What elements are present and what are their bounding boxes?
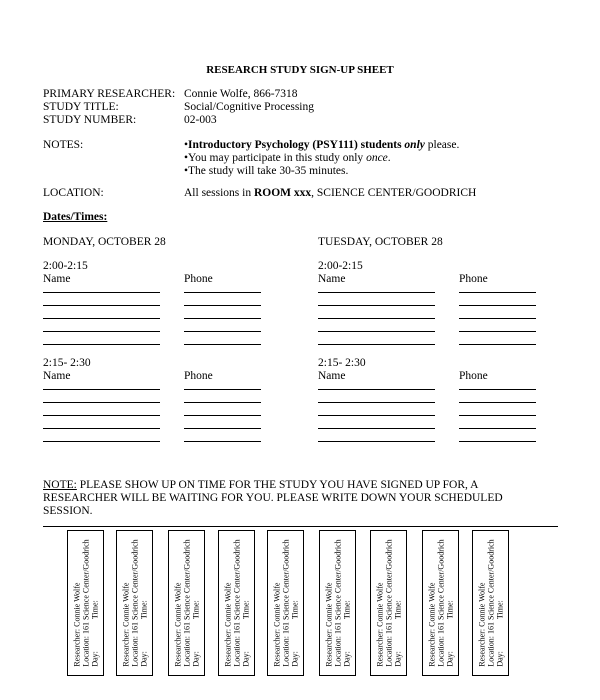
name-entry-line[interactable] bbox=[318, 344, 435, 345]
divider bbox=[43, 526, 558, 527]
tear-off-location: Location: 161 Science Center/Goodrich bbox=[130, 539, 139, 667]
tear-off-researcher: Researcher: Connie Wolfe bbox=[223, 582, 232, 667]
note-line-1 bbox=[184, 139, 459, 152]
name-entry-line[interactable] bbox=[43, 402, 160, 403]
tear-off-time: Time: bbox=[342, 600, 351, 620]
tear-off-text bbox=[324, 539, 351, 666]
tear-off-day: Day: bbox=[90, 651, 99, 667]
note-line-2 bbox=[184, 152, 391, 165]
tear-off-day-time bbox=[445, 539, 454, 666]
phone-label: Phone bbox=[184, 273, 213, 285]
tear-off-day: Day: bbox=[393, 651, 402, 667]
note-line-3: •The study will take 30-35 minutes. bbox=[184, 165, 349, 177]
tear-off-location: Location: 161 Science Center/Goodrich bbox=[436, 539, 445, 667]
slot-time: 2:15- 2:30 bbox=[318, 357, 366, 369]
note-bullet: • bbox=[184, 139, 189, 151]
tear-off-text bbox=[477, 539, 504, 666]
phone-entry-line[interactable] bbox=[459, 389, 536, 390]
tear-off-tab[interactable] bbox=[319, 530, 356, 676]
phone-entry-line[interactable] bbox=[459, 292, 536, 293]
tear-off-day: Day: bbox=[191, 651, 200, 667]
footer-note-line-2: RESEARCHER WILL BE WAITING FOR YOU. PLEASE WRITE DOWN YOUR SCHEDULED bbox=[43, 492, 503, 504]
tear-off-time: Time: bbox=[495, 600, 504, 620]
phone-entry-line[interactable] bbox=[459, 318, 536, 319]
name-entry-line[interactable] bbox=[43, 441, 160, 442]
footer-note-line-1 bbox=[43, 479, 478, 492]
slot-time: 2:00-2:15 bbox=[318, 260, 363, 272]
slot-time: 2:00-2:15 bbox=[43, 260, 88, 272]
tear-off-day: Day: bbox=[139, 651, 148, 667]
tear-off-day: Day: bbox=[445, 651, 454, 667]
day-date-monday: MONDAY, OCTOBER 28 bbox=[43, 236, 166, 248]
tear-off-location: Location: 161 Science Center/Goodrich bbox=[384, 539, 393, 667]
phone-entry-line[interactable] bbox=[184, 428, 261, 429]
phone-entry-line[interactable] bbox=[184, 389, 261, 390]
tear-off-time: Time: bbox=[90, 600, 99, 620]
tear-off-tab[interactable] bbox=[422, 530, 459, 676]
phone-entry-line[interactable] bbox=[184, 331, 261, 332]
name-entry-line[interactable] bbox=[318, 318, 435, 319]
name-label: Name bbox=[318, 370, 346, 382]
name-entry-line[interactable] bbox=[43, 389, 160, 390]
location-prefix: All sessions in bbox=[184, 187, 254, 199]
tear-off-tab[interactable] bbox=[116, 530, 153, 676]
tear-off-day-time bbox=[139, 539, 148, 666]
tear-off-researcher: Researcher: Connie Wolfe bbox=[477, 582, 486, 667]
name-entry-line[interactable] bbox=[318, 402, 435, 403]
tear-off-text bbox=[375, 539, 402, 666]
tear-off-location: Location: 161 Science Center/Goodrich bbox=[182, 539, 191, 667]
footer-note-label: NOTE: bbox=[43, 479, 77, 491]
footer-note-text-1: PLEASE SHOW UP ON TIME FOR THE STUDY YOU HAVE SIGNED UP FOR, A bbox=[76, 479, 479, 491]
name-entry-line[interactable] bbox=[43, 331, 160, 332]
phone-entry-line[interactable] bbox=[184, 305, 261, 306]
tear-off-day-time bbox=[290, 539, 299, 666]
phone-entry-line[interactable] bbox=[184, 441, 261, 442]
phone-entry-line[interactable] bbox=[184, 292, 261, 293]
phone-entry-line[interactable] bbox=[184, 402, 261, 403]
slot-time: 2:15- 2:30 bbox=[43, 357, 91, 369]
tear-off-day-time bbox=[342, 539, 351, 666]
tear-off-text bbox=[427, 539, 454, 666]
name-entry-line[interactable] bbox=[318, 292, 435, 293]
name-entry-line[interactable] bbox=[43, 305, 160, 306]
tear-off-tab[interactable] bbox=[67, 530, 104, 676]
phone-entry-line[interactable] bbox=[459, 428, 536, 429]
phone-label: Phone bbox=[459, 273, 488, 285]
note-line-2-italic: once bbox=[366, 152, 388, 164]
name-label: Name bbox=[43, 273, 71, 285]
note-rest-text: please. bbox=[424, 139, 460, 151]
tear-off-day: Day: bbox=[241, 651, 250, 667]
name-label: Name bbox=[43, 370, 71, 382]
day-date-tuesday: TUESDAY, OCTOBER 28 bbox=[318, 236, 443, 248]
tear-off-time: Time: bbox=[393, 600, 402, 620]
tear-off-tab[interactable] bbox=[218, 530, 255, 676]
notes-label: NOTES: bbox=[43, 139, 84, 151]
name-entry-line[interactable] bbox=[318, 441, 435, 442]
name-entry-line[interactable] bbox=[318, 428, 435, 429]
note-bold-text: Introductory Psychology (PSY111) students bbox=[188, 139, 405, 151]
phone-entry-line[interactable] bbox=[459, 402, 536, 403]
study-title-value: Social/Cognitive Processing bbox=[184, 101, 315, 113]
location-room: ROOM xxx bbox=[253, 187, 312, 199]
tear-off-tab[interactable] bbox=[267, 530, 304, 676]
researcher-label: PRIMARY RESEARCHER: bbox=[43, 88, 176, 100]
tear-off-tab[interactable] bbox=[168, 530, 205, 676]
tear-off-researcher: Researcher: Connie Wolfe bbox=[375, 582, 384, 667]
tear-off-day-time bbox=[90, 539, 99, 666]
name-entry-line[interactable] bbox=[318, 415, 435, 416]
tear-off-time: Time: bbox=[241, 600, 250, 620]
phone-label: Phone bbox=[184, 370, 213, 382]
tear-off-location: Location: 161 Science Center/Goodrich bbox=[232, 539, 241, 667]
name-label: Name bbox=[318, 273, 346, 285]
location-label: LOCATION: bbox=[43, 187, 104, 199]
tear-off-text bbox=[72, 539, 99, 666]
tear-off-text bbox=[121, 539, 148, 666]
tear-off-day: Day: bbox=[495, 651, 504, 667]
tear-off-researcher: Researcher: Connie Wolfe bbox=[173, 582, 182, 667]
name-entry-line[interactable] bbox=[318, 389, 435, 390]
note-bold-italic-text: only bbox=[404, 139, 425, 151]
tear-off-researcher: Researcher: Connie Wolfe bbox=[427, 582, 436, 667]
location-value bbox=[184, 187, 476, 200]
tear-off-researcher: Researcher: Connie Wolfe bbox=[272, 582, 281, 667]
phone-entry-line[interactable] bbox=[459, 305, 536, 306]
tear-off-tab[interactable] bbox=[472, 530, 509, 676]
phone-entry-line[interactable] bbox=[459, 331, 536, 332]
phone-label: Phone bbox=[459, 370, 488, 382]
location-suffix: , SCIENCE CENTER/GOODRICH bbox=[311, 187, 477, 199]
name-entry-line[interactable] bbox=[318, 331, 435, 332]
note-line-2-a: •You may participate in this study only bbox=[184, 152, 367, 164]
tear-off-tab[interactable] bbox=[370, 530, 407, 676]
tear-off-day-time bbox=[241, 539, 250, 666]
tear-off-day-time bbox=[393, 539, 402, 666]
name-entry-line[interactable] bbox=[318, 305, 435, 306]
study-number-value: 02-003 bbox=[184, 114, 217, 126]
study-title-label: STUDY TITLE: bbox=[43, 101, 119, 113]
phone-entry-line[interactable] bbox=[459, 344, 536, 345]
tear-off-location: Location: 161 Science Center/Goodrich bbox=[81, 539, 90, 667]
tear-off-day-time bbox=[495, 539, 504, 666]
tear-off-day-time bbox=[191, 539, 200, 666]
tear-off-text bbox=[272, 539, 299, 666]
study-number-label: STUDY NUMBER: bbox=[43, 114, 137, 126]
name-entry-line[interactable] bbox=[43, 318, 160, 319]
tear-off-time: Time: bbox=[445, 600, 454, 620]
tear-off-day: Day: bbox=[290, 651, 299, 667]
dates-heading: Dates/Times: bbox=[43, 211, 108, 223]
tear-off-location: Location: 161 Science Center/Goodrich bbox=[281, 539, 290, 667]
tear-off-researcher: Researcher: Connie Wolfe bbox=[72, 582, 81, 667]
name-entry-line[interactable] bbox=[43, 344, 160, 345]
tear-off-researcher: Researcher: Connie Wolfe bbox=[324, 582, 333, 667]
phone-entry-line[interactable] bbox=[184, 318, 261, 319]
researcher-value: Connie Wolfe, 866-7318 bbox=[184, 88, 298, 100]
phone-entry-line[interactable] bbox=[184, 415, 261, 416]
tear-off-time: Time: bbox=[290, 600, 299, 620]
name-entry-line[interactable] bbox=[43, 415, 160, 416]
name-entry-line[interactable] bbox=[43, 292, 160, 293]
tear-off-time: Time: bbox=[139, 600, 148, 620]
tear-off-researcher: Researcher: Connie Wolfe bbox=[121, 582, 130, 667]
tear-off-text bbox=[173, 539, 200, 666]
phone-entry-line[interactable] bbox=[459, 415, 536, 416]
phone-entry-line[interactable] bbox=[184, 344, 261, 345]
tear-off-location: Location: 161 Science Center/Goodrich bbox=[333, 539, 342, 667]
name-entry-line[interactable] bbox=[43, 428, 160, 429]
tear-off-time: Time: bbox=[191, 600, 200, 620]
page-title: RESEARCH STUDY SIGN-UP SHEET bbox=[206, 64, 394, 76]
phone-entry-line[interactable] bbox=[459, 441, 536, 442]
note-line-2-b: . bbox=[387, 152, 391, 164]
tear-off-day: Day: bbox=[342, 651, 351, 667]
tear-off-location: Location: 161 Science Center/Goodrich bbox=[486, 539, 495, 667]
footer-note-line-3: SESSION. bbox=[43, 505, 93, 517]
tear-off-text bbox=[223, 539, 250, 666]
